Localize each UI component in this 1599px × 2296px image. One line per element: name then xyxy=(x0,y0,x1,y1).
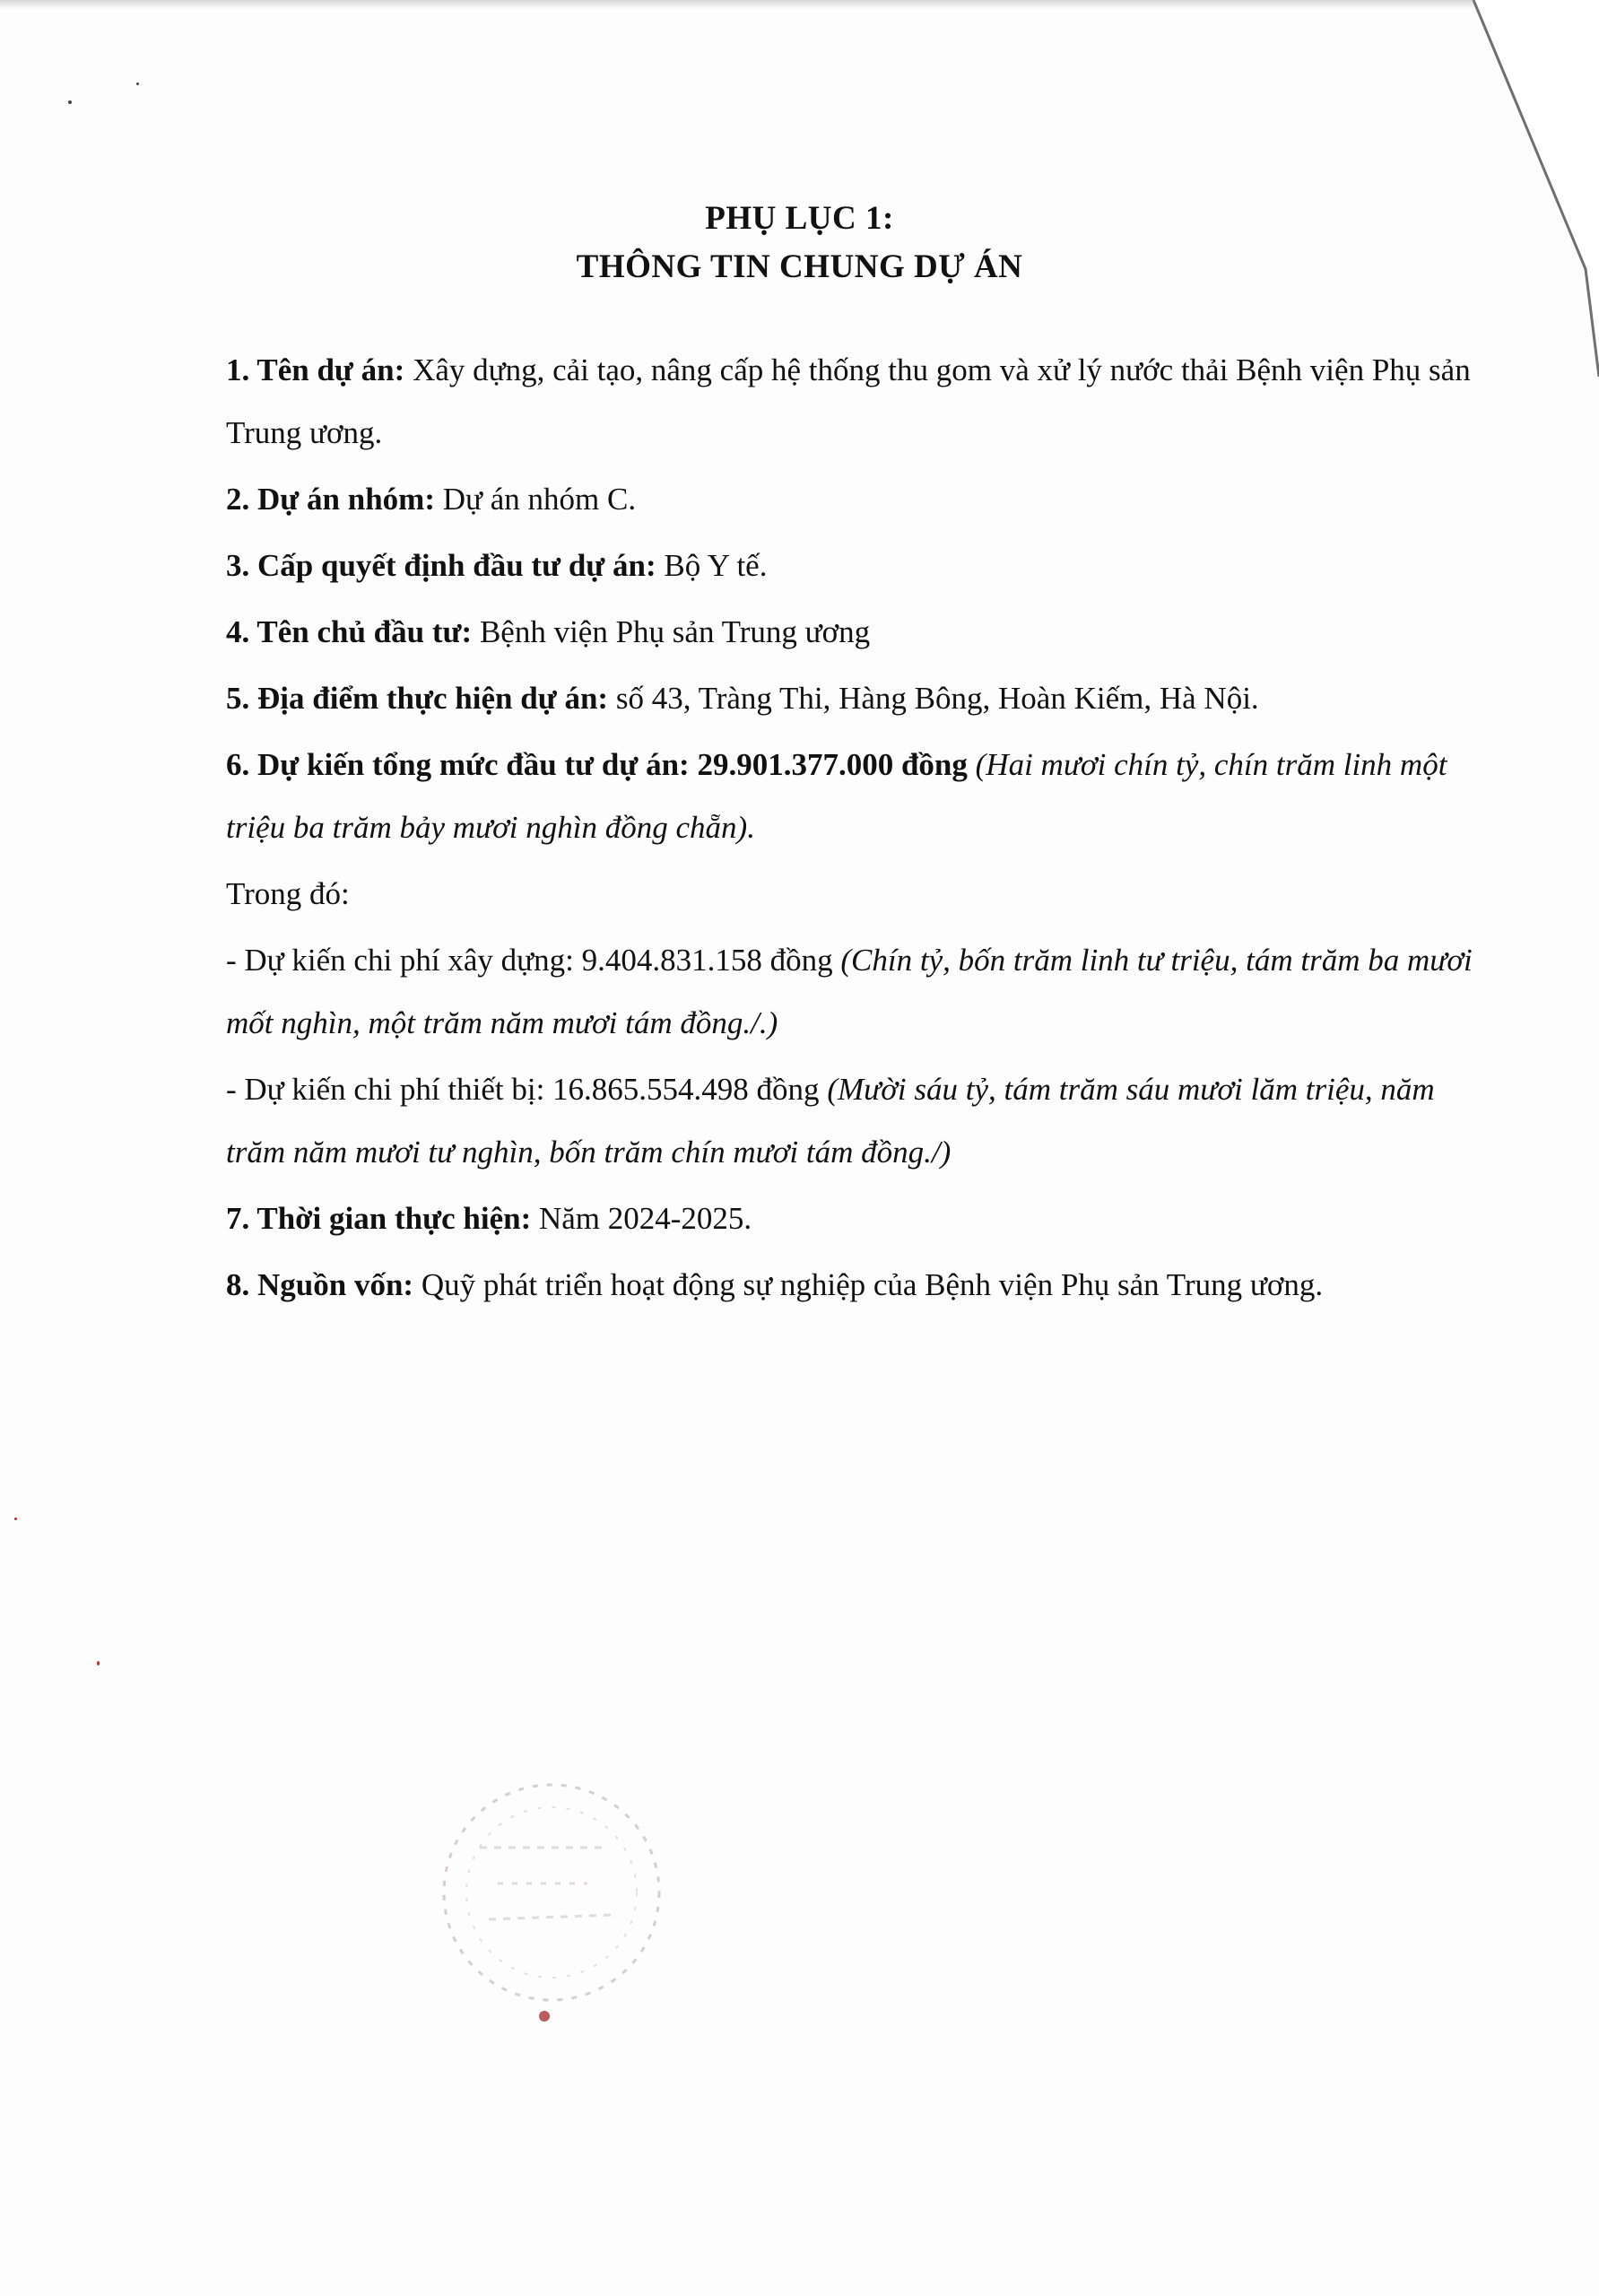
item-project-name xyxy=(226,339,1473,465)
item-location xyxy=(226,667,1473,730)
breakdown-construction xyxy=(226,929,1473,1055)
scan-speck xyxy=(14,1518,17,1520)
scan-speck xyxy=(136,83,139,85)
item-label: 7. Thời gian thực hiện: xyxy=(226,1201,532,1236)
breakdown-text: - Dự kiến chi phí xây dựng: 9.404.831.158 đồng xyxy=(226,943,833,978)
item-text: Năm 2024-2025. xyxy=(531,1201,752,1236)
item-funding-source xyxy=(226,1254,1473,1317)
item-project-group xyxy=(226,468,1473,531)
breakdown-italic-text: (Chín tỷ, bốn trăm linh tư triệu, tám trăm ba mươi mốt nghìn, một trăm năm mươi tám đồng./.) xyxy=(226,943,1473,1040)
item-text: Xây dựng, cải tạo, nâng cấp hệ thống thu gom và xử lý nước thải Bệnh viện Phụ sản Trung ương. xyxy=(226,352,1471,450)
item-label: 1. Tên dự án: xyxy=(226,352,405,387)
item-investor xyxy=(226,601,1473,664)
item-total-investment xyxy=(226,734,1473,859)
page-title-line1: PHỤ LỤC 1: xyxy=(705,200,894,237)
faded-seal-stamp xyxy=(408,1758,704,2045)
item-text: số 43, Tràng Thi, Hàng Bông, Hoàn Kiếm, Hà Nội. xyxy=(608,681,1259,716)
item-decision-authority xyxy=(226,535,1473,597)
item-label: 3. Cấp quyết định đầu tư dự án: xyxy=(226,548,656,583)
item-label: 2. Dự án nhóm: xyxy=(226,482,435,517)
page-corner-fold xyxy=(1420,0,1599,377)
page-title-line2: THÔNG TIN CHUNG DỰ ÁN xyxy=(576,248,1023,285)
item-label: 4. Tên chủ đầu tư: xyxy=(226,614,473,649)
item-italic-text: (Hai mươi chín tỷ, chín trăm linh một triệu ba trăm bảy mươi nghìn đồng chẵn). xyxy=(226,747,1447,845)
item-timeline xyxy=(226,1187,1473,1250)
item-text: Dự án nhóm C. xyxy=(435,482,637,517)
item-text: Bộ Y tế. xyxy=(656,548,768,583)
breakdown-text: - Dự kiến chi phí thiết bị: 16.865.554.498 đồng xyxy=(226,1072,820,1107)
item-label: 8. Nguồn vốn: xyxy=(226,1267,414,1302)
breakdown-italic-text: (Mười sáu tỷ, tám trăm sáu mươi lăm triệu, năm trăm năm mươi tư nghìn, bốn trăm chín mươi tám đồng./) xyxy=(226,1072,1435,1170)
item-text: Bệnh viện Phụ sản Trung ương xyxy=(472,614,871,649)
item-label: 5. Địa điểm thực hiện dự án: xyxy=(226,681,609,716)
scan-speck xyxy=(68,100,72,104)
scan-edge-shadow xyxy=(0,0,1599,9)
scan-speck xyxy=(97,1661,100,1665)
breakdown-intro: Trong đó: xyxy=(226,876,350,911)
breakdown-equipment xyxy=(226,1058,1473,1184)
item-text: Quỹ phát triển hoạt động sự nghiệp của Bệnh viện Phụ sản Trung ương. xyxy=(413,1267,1324,1302)
item-label: 6. Dự kiến tổng mức đầu tư dự án: 29.901.377.000 đồng xyxy=(226,747,968,782)
document-body xyxy=(226,339,1473,1320)
